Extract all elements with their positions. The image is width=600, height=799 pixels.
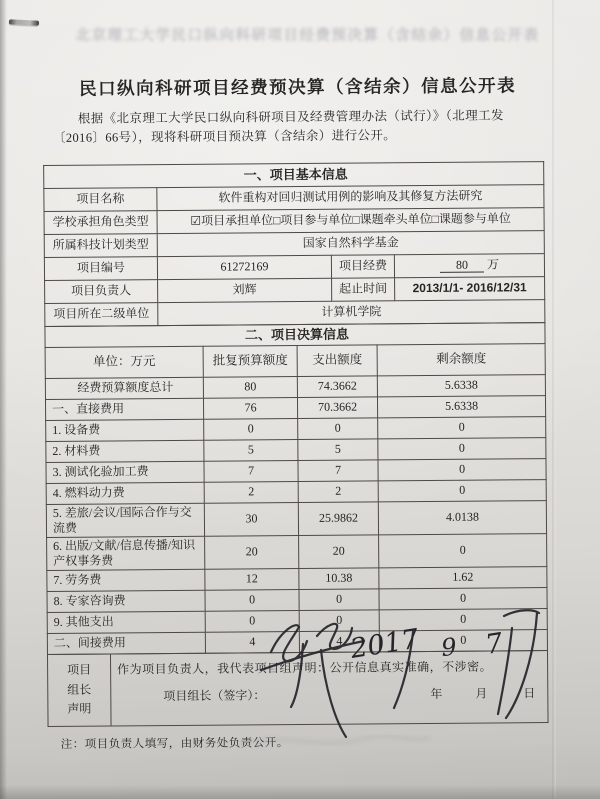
plan-type-value: 国家自然科学基金 xyxy=(157,230,544,256)
day-label: 日 xyxy=(523,685,536,701)
budget-cell: 20 xyxy=(205,535,299,569)
remain-cell: 0 xyxy=(379,608,547,630)
row-label-cell: 2. 材料费 xyxy=(46,440,204,462)
remain-cell: 5.6338 xyxy=(377,374,545,396)
budget-cell: 4 xyxy=(205,631,299,653)
col-header-spent: 支出额度 xyxy=(297,345,377,377)
table-row xyxy=(47,650,548,726)
budget-cell: 12 xyxy=(205,568,299,590)
declaration-label-cell xyxy=(47,654,111,726)
footnote: 注：项目负责人填写，由财务处负责公开。 xyxy=(60,736,289,751)
intro-paragraph: 根据《北京理工大学民口纵向科研项目及经费管理办法（试行）》（北理工发〔2016〕66号），现将科研项目预决算（含结余）进行公开。 xyxy=(52,108,504,146)
budget-cell: 76 xyxy=(203,397,297,419)
project-name-label: 项目名称 xyxy=(44,187,157,211)
handwritten-year: 2017 xyxy=(348,623,421,665)
remain-cell: 0 xyxy=(378,416,546,438)
row-label-cell: 4. 燃料动力费 xyxy=(46,482,204,504)
budget-cell: 0 xyxy=(204,418,298,440)
section2-header: 二、项目决算信息 xyxy=(45,322,545,347)
declaration-content-cell xyxy=(110,650,548,725)
remain-cell: 4.0138 xyxy=(378,500,546,534)
role-type-label: 学校承担角色类型 xyxy=(44,210,157,234)
spent-cell: 0 xyxy=(299,610,379,632)
fund-amount: 80 xyxy=(440,258,484,273)
budget-cell: 2 xyxy=(204,481,298,503)
spent-cell: 7 xyxy=(298,460,378,482)
row-label-cell: 二、间接费用 xyxy=(47,632,205,654)
declaration-label: 项目组长声明 xyxy=(67,663,92,716)
remain-cell: 5.6338 xyxy=(377,395,545,417)
fund-label: 项目经费 xyxy=(331,255,394,278)
project-name-value: 软件重构对回归测试用例的影响及其修复方法研究 xyxy=(157,184,544,210)
budget-cell: 0 xyxy=(205,589,299,611)
spent-cell: 74.3662 xyxy=(297,376,377,398)
year-label: 年 xyxy=(430,686,443,701)
table-row xyxy=(46,500,546,537)
table-row xyxy=(47,533,547,570)
fund-unit: 万 xyxy=(486,257,500,272)
remain-cell: 0 xyxy=(379,587,547,609)
row-label-cell: 经费预算额度总计 xyxy=(45,377,203,399)
budget-table xyxy=(44,322,548,655)
row-label-cell: 8. 专家咨询费 xyxy=(47,590,205,612)
budget-cell: 5 xyxy=(204,439,298,461)
spent-cell: 25.9862 xyxy=(298,502,378,536)
row-label-cell: 1. 设备费 xyxy=(46,419,204,441)
remain-cell: 1.62 xyxy=(379,566,547,588)
handwritten-day: 7 xyxy=(483,627,506,661)
row-label-cell: 3. 测试化验加工费 xyxy=(46,461,204,483)
dept-label: 项目所在二级单位 xyxy=(45,302,158,326)
spent-cell: 70.3662 xyxy=(297,397,377,419)
row-label-cell: 一、直接费用 xyxy=(45,398,203,420)
remain-cell: 0 xyxy=(379,629,547,651)
role-checkboxes: ☑项目承担单位□项目参与单位□课题牵头单位□课题参与单位 xyxy=(157,207,544,233)
remain-cell: 0 xyxy=(379,533,547,567)
row-label-cell: 5. 差旅/会议/国际合作与交流费 xyxy=(46,503,204,537)
section1-header: 一、项目基本信息 xyxy=(44,161,544,188)
row-label-cell: 6. 出版/文献/信息传播/知识产权事务费 xyxy=(47,536,205,570)
handwritten-month: 9 xyxy=(440,632,458,662)
spent-cell: 4 xyxy=(299,631,379,653)
month-label: 月 xyxy=(475,686,488,701)
period-value: 2013/1/1- 2016/12/31 xyxy=(395,276,545,300)
spent-cell: 20 xyxy=(299,535,379,569)
bleed-through-ghost-title: 北京理工大学民口纵向科研项目经费预决算（含结余）信息公开表 xyxy=(75,28,540,44)
leader-label: 项目负责人 xyxy=(45,279,158,303)
budget-cell: 7 xyxy=(204,460,298,482)
col-header-unit: 单位：万元 xyxy=(45,346,203,378)
period-label: 起止时间 xyxy=(332,278,395,301)
signature-line-label: 项目组长（签字）： xyxy=(163,688,266,703)
spent-cell: 0 xyxy=(298,418,378,440)
table-row xyxy=(45,343,545,378)
remain-cell: 0 xyxy=(378,437,546,459)
fund-value xyxy=(394,253,544,277)
project-code-label: 项目编号 xyxy=(44,256,157,280)
document-title: 民口纵向科研项目经费预决算（含结余）信息公开表 xyxy=(78,75,517,99)
spent-cell: 5 xyxy=(298,439,378,461)
basic-info-table xyxy=(43,161,545,327)
row-label-cell: 7. 劳务费 xyxy=(47,569,205,591)
spent-cell: 0 xyxy=(299,589,379,611)
plan-type-label: 所属科技计划类型 xyxy=(44,233,157,257)
budget-cell: 30 xyxy=(204,502,298,536)
col-header-remain: 剩余额度 xyxy=(377,343,545,375)
leader-value: 刘辉 xyxy=(158,278,332,302)
row-label-cell: 9. 其他支出 xyxy=(47,611,205,633)
remain-cell: 0 xyxy=(378,479,546,501)
declaration-table xyxy=(47,650,549,727)
declaration-statement: 作为项目负责人，我代表项目组声明：公开信息真实准确，不涉密。 xyxy=(117,659,493,677)
dept-value: 计算机学院 xyxy=(158,299,545,325)
spent-cell: 2 xyxy=(298,481,378,503)
remain-cell: 0 xyxy=(378,458,546,480)
budget-cell: 0 xyxy=(205,610,299,632)
spent-cell: 10.38 xyxy=(299,568,379,590)
project-code-value: 61272169 xyxy=(157,255,331,279)
budget-cell: 80 xyxy=(203,376,297,398)
col-header-budget: 批复预算额度 xyxy=(203,345,297,377)
